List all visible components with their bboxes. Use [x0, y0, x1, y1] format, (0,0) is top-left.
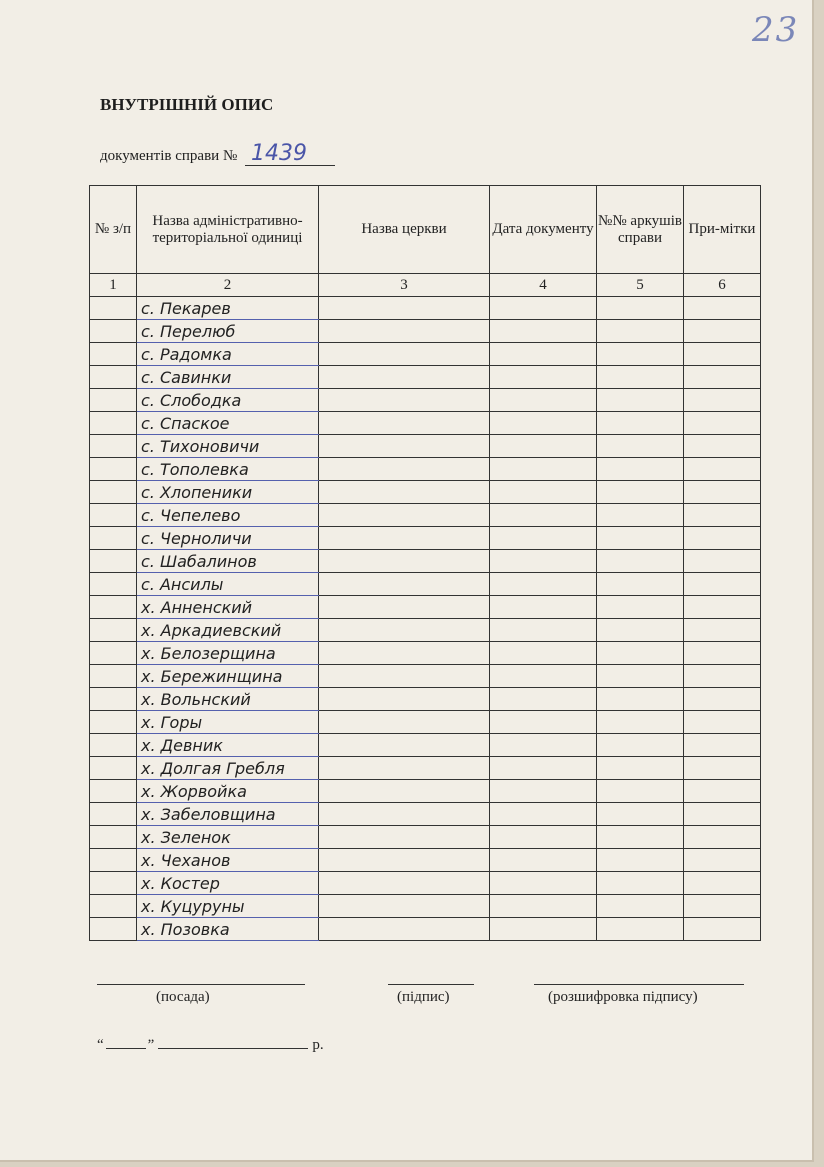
table-cell — [90, 849, 137, 872]
position-caption: (посада) — [156, 989, 210, 1005]
table-cell — [319, 619, 490, 642]
column-number: 6 — [684, 274, 761, 297]
settlement-name: с. Спаское — [137, 412, 319, 435]
settlement-name: х. Забеловщина — [137, 803, 319, 826]
table-cell — [90, 458, 137, 481]
table-cell — [597, 458, 684, 481]
table-cell — [90, 297, 137, 320]
table-cell — [90, 573, 137, 596]
table-cell — [319, 366, 490, 389]
table-cell — [90, 734, 137, 757]
table-cell — [490, 849, 597, 872]
table-cell — [90, 688, 137, 711]
date-line — [97, 1037, 324, 1054]
table-cell — [490, 458, 597, 481]
table-cell — [490, 527, 597, 550]
table-cell — [684, 619, 761, 642]
settlement-name: с. Чепелево — [137, 504, 319, 527]
table-cell — [319, 297, 490, 320]
table-row — [90, 458, 761, 481]
table-cell — [319, 527, 490, 550]
table-row — [90, 389, 761, 412]
table-cell — [319, 918, 490, 941]
table-cell — [684, 458, 761, 481]
table-cell — [684, 412, 761, 435]
table-cell — [490, 504, 597, 527]
table-cell — [90, 412, 137, 435]
table-cell — [684, 596, 761, 619]
table-cell — [684, 665, 761, 688]
header-cell: Дата документу — [490, 186, 597, 274]
table-cell — [319, 665, 490, 688]
table-cell — [684, 435, 761, 458]
table-cell — [490, 412, 597, 435]
table-row — [90, 918, 761, 941]
case-number: 1439 — [245, 143, 335, 166]
column-number: 1 — [90, 274, 137, 297]
table-cell — [684, 297, 761, 320]
table-row — [90, 780, 761, 803]
table-cell — [597, 527, 684, 550]
table-cell — [684, 688, 761, 711]
month-blank — [158, 1048, 308, 1049]
settlement-name: с. Ансилы — [137, 573, 319, 596]
table-cell — [490, 780, 597, 803]
table-cell — [90, 918, 137, 941]
table-cell — [319, 320, 490, 343]
settlement-name: х. Горы — [137, 711, 319, 734]
header-cell: При-мітки — [684, 186, 761, 274]
table-row — [90, 872, 761, 895]
settlement-name: х. Позовка — [137, 918, 319, 941]
table-cell — [319, 596, 490, 619]
signature-caption: (підпис) — [397, 989, 450, 1005]
table-cell — [319, 481, 490, 504]
table-row — [90, 596, 761, 619]
settlement-name: с. Перелюб — [137, 320, 319, 343]
table-row — [90, 343, 761, 366]
table-cell — [490, 711, 597, 734]
table-cell — [597, 550, 684, 573]
table-cell — [490, 757, 597, 780]
table-cell — [597, 711, 684, 734]
table-cell — [597, 757, 684, 780]
page-number: 23 — [752, 10, 800, 50]
table-cell — [597, 665, 684, 688]
table-cell — [319, 803, 490, 826]
table-cell — [90, 527, 137, 550]
table-cell — [684, 918, 761, 941]
table-cell — [319, 642, 490, 665]
table-cell — [319, 757, 490, 780]
settlement-name: с. Черноличи — [137, 527, 319, 550]
case-line — [100, 143, 335, 166]
table-cell — [597, 895, 684, 918]
table-cell — [490, 895, 597, 918]
settlement-name: х. Чеханов — [137, 849, 319, 872]
table-row — [90, 573, 761, 596]
column-number: 4 — [490, 274, 597, 297]
table-cell — [90, 803, 137, 826]
table-cell — [684, 803, 761, 826]
table-row — [90, 642, 761, 665]
table-cell — [319, 435, 490, 458]
quote-open: “ — [97, 1037, 104, 1053]
settlement-name: с. Слободка — [137, 389, 319, 412]
table-cell — [90, 642, 137, 665]
table-cell — [684, 711, 761, 734]
table-row — [90, 711, 761, 734]
table-cell — [490, 872, 597, 895]
table-cell — [90, 711, 137, 734]
table-cell — [597, 573, 684, 596]
settlement-name: с. Хлопеники — [137, 481, 319, 504]
table-cell — [319, 826, 490, 849]
header-cell: №№ аркушів справи — [597, 186, 684, 274]
table-row — [90, 826, 761, 849]
inventory-table — [89, 185, 761, 941]
table-cell — [319, 734, 490, 757]
table-cell — [490, 619, 597, 642]
table-cell — [319, 573, 490, 596]
year-suffix: р. — [312, 1037, 324, 1053]
table-row — [90, 504, 761, 527]
table-cell — [90, 826, 137, 849]
table-cell — [597, 596, 684, 619]
decoding-line — [534, 984, 744, 985]
table-row — [90, 435, 761, 458]
settlement-name: с. Радомка — [137, 343, 319, 366]
table-cell — [490, 918, 597, 941]
table-cell — [90, 596, 137, 619]
settlement-name: с. Шабалинов — [137, 550, 319, 573]
table-cell — [319, 504, 490, 527]
table-cell — [597, 481, 684, 504]
table-cell — [90, 389, 137, 412]
table-cell — [597, 872, 684, 895]
table-cell — [597, 918, 684, 941]
settlement-name: х. Вольнский — [137, 688, 319, 711]
table-cell — [684, 366, 761, 389]
table-cell — [490, 688, 597, 711]
table-cell — [684, 826, 761, 849]
settlement-name: х. Анненский — [137, 596, 319, 619]
table-cell — [597, 435, 684, 458]
table-cell — [597, 320, 684, 343]
table-cell — [319, 849, 490, 872]
table-cell — [319, 412, 490, 435]
table-cell — [684, 757, 761, 780]
table-row — [90, 688, 761, 711]
position-line — [97, 984, 305, 985]
column-number: 5 — [597, 274, 684, 297]
table-row — [90, 527, 761, 550]
table-cell — [490, 734, 597, 757]
table-row — [90, 412, 761, 435]
settlement-name: х. Бережинщина — [137, 665, 319, 688]
table-cell — [319, 688, 490, 711]
settlement-name: х. Аркадиевский — [137, 619, 319, 642]
table-cell — [490, 826, 597, 849]
table-cell — [684, 734, 761, 757]
table-cell — [490, 366, 597, 389]
table-cell — [90, 619, 137, 642]
case-label: документів справи № — [100, 148, 238, 164]
table-cell — [490, 481, 597, 504]
table-cell — [90, 895, 137, 918]
settlement-name: х. Долгая Гребля — [137, 757, 319, 780]
column-number-row — [90, 274, 761, 297]
table-cell — [90, 665, 137, 688]
table-cell — [684, 343, 761, 366]
table-cell — [684, 780, 761, 803]
table-cell — [597, 366, 684, 389]
table-cell — [490, 435, 597, 458]
table-row — [90, 849, 761, 872]
table-cell — [90, 320, 137, 343]
table-cell — [597, 389, 684, 412]
settlement-name: с. Савинки — [137, 366, 319, 389]
settlement-name: х. Жорвойка — [137, 780, 319, 803]
table-cell — [319, 895, 490, 918]
table-cell — [319, 780, 490, 803]
settlement-name: х. Девник — [137, 734, 319, 757]
table-cell — [90, 872, 137, 895]
table-cell — [490, 550, 597, 573]
table-cell — [684, 895, 761, 918]
settlement-name: х. Зеленок — [137, 826, 319, 849]
table-cell — [90, 481, 137, 504]
column-number: 3 — [319, 274, 490, 297]
table-cell — [319, 343, 490, 366]
table-cell — [490, 665, 597, 688]
table-row — [90, 734, 761, 757]
header-cell: Назва адміністративно-територіальної одиниці — [137, 186, 319, 274]
table-cell — [597, 734, 684, 757]
table-cell — [319, 458, 490, 481]
table-cell — [597, 412, 684, 435]
table-cell — [490, 596, 597, 619]
header-cell: № з/п — [90, 186, 137, 274]
settlement-name: с. Тихоновичи — [137, 435, 319, 458]
table-cell — [597, 803, 684, 826]
signature-line — [388, 984, 474, 985]
quote-close: ” — [147, 1037, 155, 1053]
table-row — [90, 366, 761, 389]
table-cell — [490, 343, 597, 366]
table-cell — [90, 550, 137, 573]
table-cell — [684, 389, 761, 412]
table-row — [90, 895, 761, 918]
table-row — [90, 757, 761, 780]
table-cell — [684, 849, 761, 872]
table-cell — [597, 504, 684, 527]
table-cell — [597, 688, 684, 711]
settlement-name: х. Костер — [137, 872, 319, 895]
table-cell — [319, 389, 490, 412]
table-cell — [490, 573, 597, 596]
table-cell — [597, 642, 684, 665]
table-cell — [597, 826, 684, 849]
decoding-caption: (розшифровка підпису) — [548, 989, 698, 1005]
day-blank — [106, 1048, 146, 1049]
table-cell — [684, 573, 761, 596]
table-cell — [597, 343, 684, 366]
table-row — [90, 665, 761, 688]
table-cell — [490, 297, 597, 320]
settlement-name: с. Пекарев — [137, 297, 319, 320]
header-cell: Назва церкви — [319, 186, 490, 274]
table-cell — [490, 389, 597, 412]
table-cell — [90, 343, 137, 366]
table-row — [90, 297, 761, 320]
table-cell — [684, 550, 761, 573]
settlement-name: с. Тополевка — [137, 458, 319, 481]
table-row — [90, 481, 761, 504]
table-cell — [684, 527, 761, 550]
table-cell — [684, 504, 761, 527]
table-cell — [319, 550, 490, 573]
table-cell — [90, 780, 137, 803]
table-cell — [490, 320, 597, 343]
table-cell — [597, 297, 684, 320]
table-row — [90, 803, 761, 826]
settlement-name: х. Куцуруны — [137, 895, 319, 918]
table-cell — [597, 780, 684, 803]
table-cell — [684, 642, 761, 665]
table-cell — [90, 435, 137, 458]
table-cell — [684, 320, 761, 343]
table-row — [90, 320, 761, 343]
table-cell — [90, 757, 137, 780]
table-cell — [597, 619, 684, 642]
document-title: ВНУТРІШНІЙ ОПИС — [100, 95, 274, 114]
table-cell — [490, 642, 597, 665]
column-number: 2 — [137, 274, 319, 297]
table-cell — [684, 872, 761, 895]
table-cell — [597, 849, 684, 872]
table-cell — [319, 872, 490, 895]
table-cell — [319, 711, 490, 734]
table-cell — [90, 366, 137, 389]
table-cell — [684, 481, 761, 504]
header-row — [90, 186, 761, 274]
table-cell — [90, 504, 137, 527]
table-row — [90, 619, 761, 642]
table-cell — [490, 803, 597, 826]
table-row — [90, 550, 761, 573]
settlement-name: х. Белозерщина — [137, 642, 319, 665]
